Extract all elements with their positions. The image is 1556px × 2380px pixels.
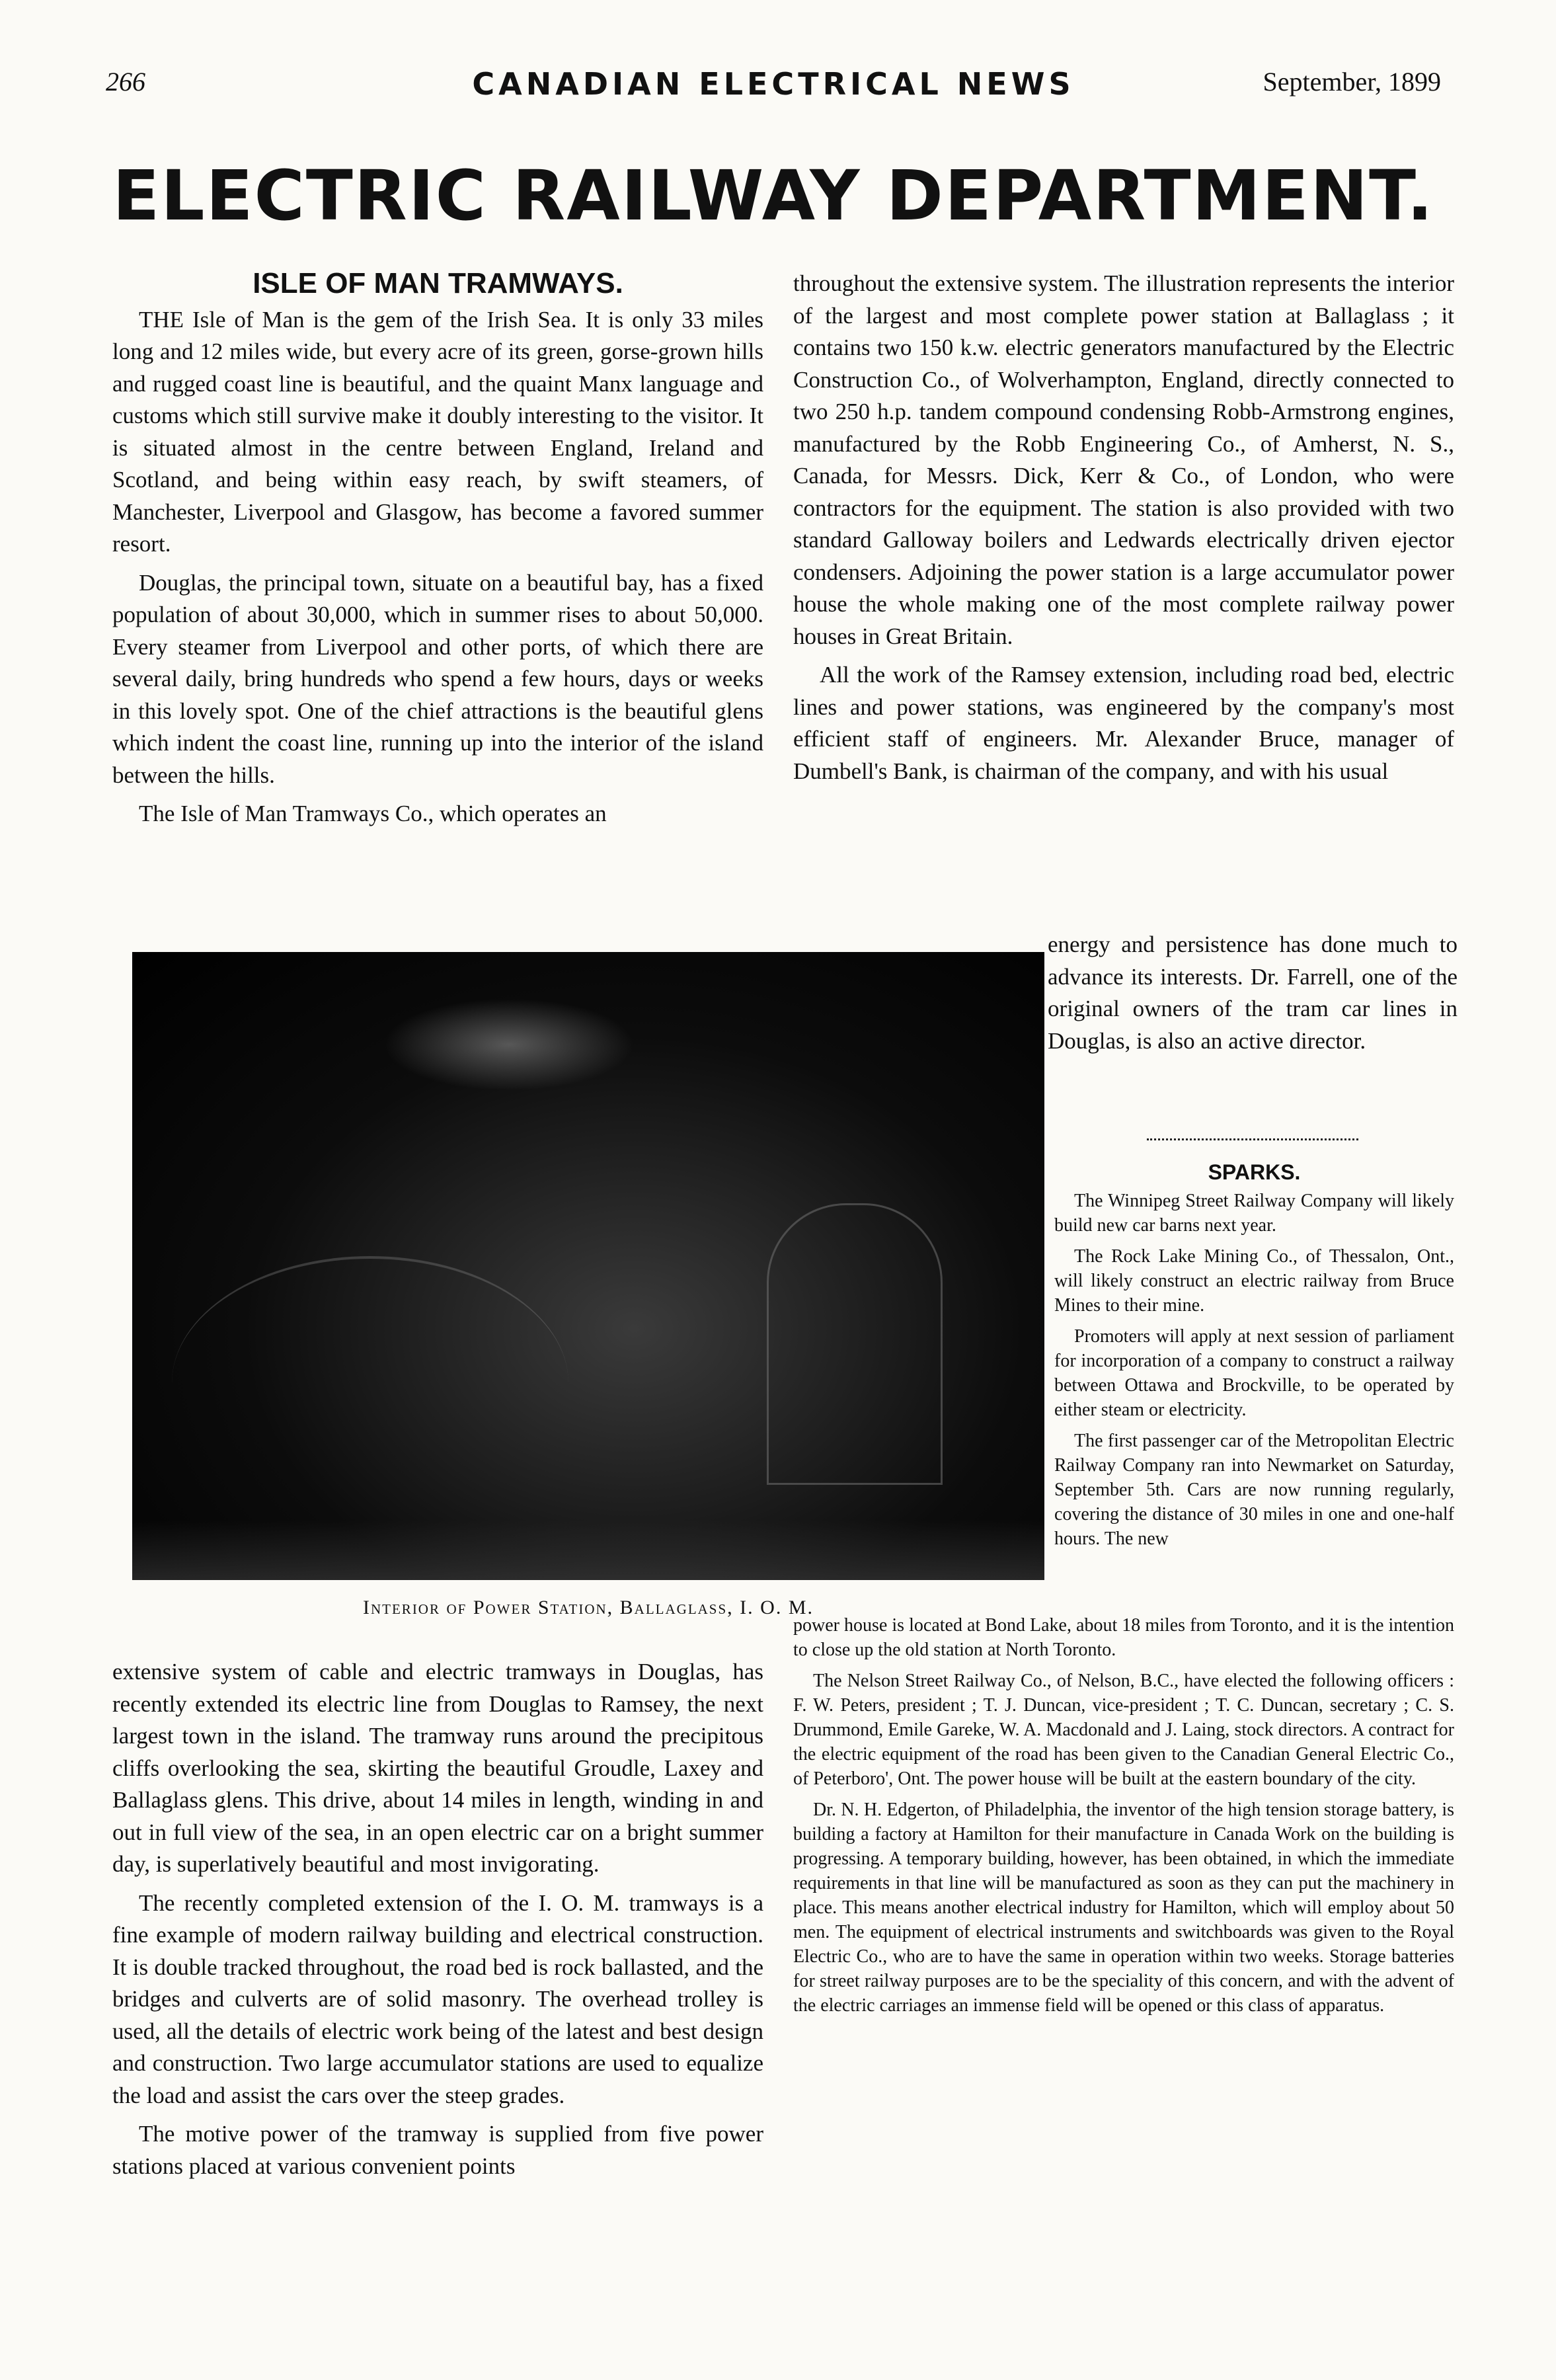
paragraph: The Isle of Man Tramways Co., which operates an — [139, 801, 607, 826]
issue-date: September, 1899 — [1263, 67, 1441, 97]
publication-title: CANADIAN ELECTRICAL NEWS — [472, 66, 1075, 102]
paragraph: Douglas, the principal town, situate on a beautiful bay, has a fixed population of about 30,000, which in summer rises to about 50,000. Every steamer from Liverpool and other ports, of which there are several daily, bring hundreds who spend a few hours, days or weeks in this lovely spot. One of the chief attractions is the beautiful glens which indent the coast line, running up into the interior of the island between the hills. — [112, 569, 763, 788]
spark-item: power house is located at Bond Lake, about 18 miles from Toronto, and it is the intention to close up the old station at North Toronto. — [793, 1615, 1454, 1660]
spark-item: The first passenger car of the Metropolitan Electric Railway Company ran into Newmarket on Saturday, September 5th. Cars are now running regularly, covering the distance of 30 miles in one and one-half hours. The new — [1054, 1431, 1454, 1549]
power-station-photo — [132, 952, 1044, 1580]
paragraph: throughout the extensive system. The illustration represents the interior of the largest and most complete power station at Ballaglass ; it contains two 150 k.w. electric generators manufactured by the Electric Construction Co., of Wolverhampton, England, directly connected to two 250 h.p. tandem compound condensing Robb-Armstrong engines, manufactured by the Robb Engineering Co., of Amherst, N. S., Canada, for Messrs. Dick, Kerr & Co., of London, who were contractors for the equipment. The station is also provided with two standard Galloway boilers and Ledwards electrically driven ejector condensers. Adjoining the power station is a large accumulator power house the whole making one of the most complete railway power houses in Great Britain. — [793, 270, 1454, 649]
spark-item: The Rock Lake Mining Co., of Thessalon, Ont., will likely construct an electric railway from Bruce Mines to their mine. — [1054, 1246, 1454, 1316]
paragraph: THE Isle of Man is the gem of the Irish Sea. It is only 33 miles long and 12 miles wide, but every acre of its green, gorse-grown hills and rugged coast line is beautiful, and the quaint Manx language and customs which still survive make it doubly interesting to the visitor. It is situated almost in the centre between England, Ireland and Scotland, and being within easy reach, by swift steamers, of Manchester, Liverpool and Glasgow, has become a favored summer resort. — [112, 306, 763, 557]
spark-item: Promoters will apply at next session of parliament for incorporation of a company to construct a railway between Ottawa and Brockville, to be operated by either steam or electricity. — [1054, 1326, 1454, 1420]
paragraph: The motive power of the tramway is supplied from five power stations placed at various convenient points — [112, 2121, 763, 2179]
page-header — [106, 66, 1441, 106]
article-column-2 — [793, 268, 1454, 794]
department-title: ELECTRIC RAILWAY DEPARTMENT. — [112, 155, 1434, 236]
spark-item: Dr. N. H. Edgerton, of Philadelphia, the inventor of the high tension storage battery, is building a factory at Hamilton for their manufacture in Canada Work on the building is progressing. A temporary building, however, has been obtained, in which the immediate requirements in that line will be manufactured as soon as they can put the machinery in place. This means another electrical industry for Hamilton, which will employ about 50 men. The equipment of electrical instruments and switchboards was given to the Royal Electric Co., who are to have the same in operation within two weeks. Storage batteries for street railway purposes are to be the speciality of this concern, and with the advent of the electric carriages an immense field will be opened or this class of apparatus. — [793, 1800, 1454, 2016]
spark-item: The Winnipeg Street Railway Company will likely build new car barns next year. — [1054, 1191, 1454, 1236]
article-column-1 — [112, 268, 763, 837]
paragraph: energy and persistence has done much to advance its interests. Dr. Farrell, one of the original owners of the tram car lines in Douglas, is also an active director. — [1048, 932, 1458, 1054]
photo-caption: Interior of Power Station, Ballaglass, I. O. M. — [363, 1597, 814, 1618]
paragraph: extensive system of cable and electric tramways in Douglas, has recently extended its electric line from Douglas to Ramsey, the next largest town in the island. The tramway runs around the precipitous cliffs overlooking the sea, skirting the beautiful Groudle, Laxey and Ballaglass glens. This drive, about 14 miles in length, winding in and out in full view of the sea, in an open electric car on a bright summer day, is superlatively beautiful and most invigorating. — [112, 1659, 763, 1877]
page-number: 266 — [106, 67, 145, 97]
paragraph: The recently completed extension of the I. O. M. tramways is a fine example of modern railway building and electrical construction. It is double tracked throughout, the road bed is rock ballasted, and the bridges and culverts are of solid masonry. The overhead trolley is used, all the details of electric work being of the latest and best design and construction. Two large accumulator stations are used to equalize the load and assist the cars over the steep grades. — [112, 1889, 763, 2108]
section-divider — [1147, 1138, 1358, 1140]
spark-item: The Nelson Street Railway Co., of Nelson, B.C., have elected the following officers : F. W. Peters, president ; T. J. Duncan, vice-president ; T. C. Duncan, secretary ; C. S. Drummond, Emile Gareke, W. A. Macdonald and J. Laing, stock directors. A contract for the electric equipment of the road has been given to the Canadian General Electric Co., of Peterboro', Ont. The power house will be built at the eastern boundary of the city. — [793, 1671, 1454, 1789]
article-title: ISLE OF MAN TRAMWAYS. — [253, 267, 623, 299]
article-column-1-bottom — [112, 1656, 763, 2189]
sparks-section — [1054, 1160, 1454, 1558]
sparks-title: SPARKS. — [1208, 1160, 1301, 1184]
sparks-continued — [793, 1613, 1454, 2024]
paragraph: All the work of the Ramsey extension, including road bed, electric lines and power stations, was engineered by the company's most efficient staff of engineers. Mr. Alexander Bruce, manager of Dumbell's Bank, is chairman of the company, and with his usual — [793, 662, 1454, 784]
article-column-2-continued — [1048, 929, 1458, 1064]
